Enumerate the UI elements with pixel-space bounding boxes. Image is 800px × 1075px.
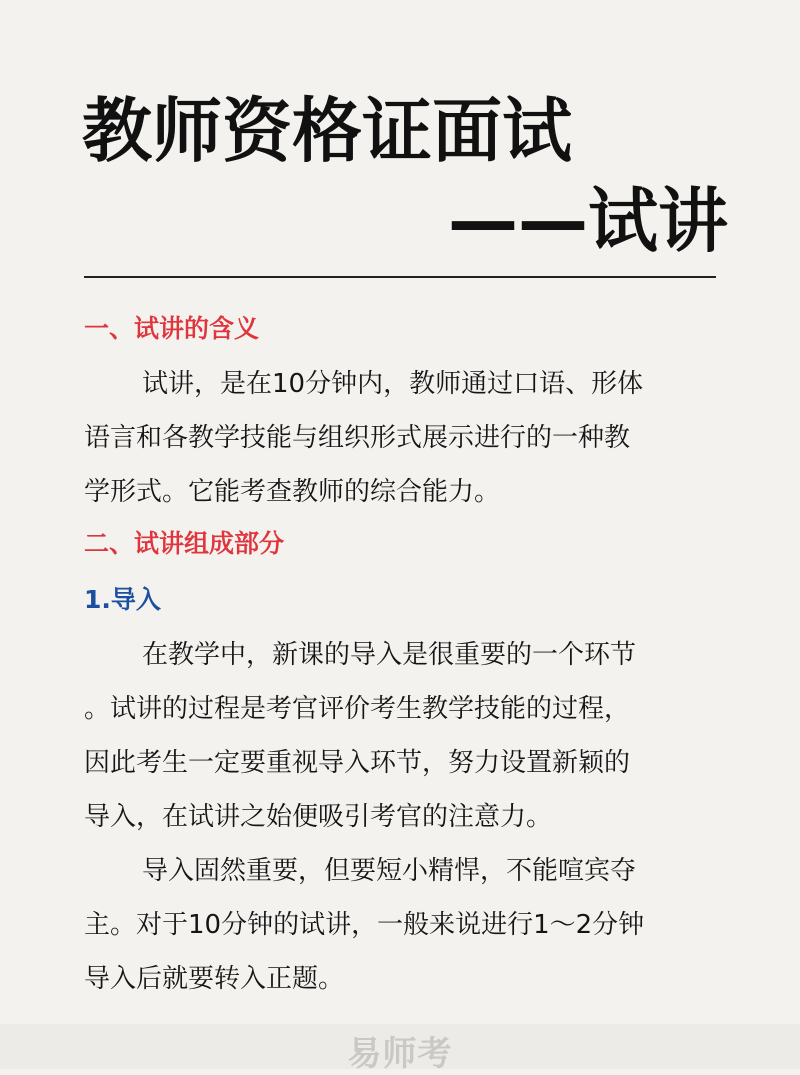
subsection-heading-intro: 1.导入 — [84, 585, 161, 614]
section1-paragraph — [84, 357, 724, 519]
paragraph-line: 导入后就要转入正题。 — [84, 964, 345, 994]
title-divider — [84, 276, 716, 278]
paragraph-line: 因此考生一定要重视导入环节，努力设置新颖的 — [84, 748, 631, 778]
intro-paragraph-2 — [84, 844, 724, 1006]
paragraph-line: 语言和各教学技能与组织形式展示进行的一种教 — [84, 423, 631, 453]
page-title: 教师资格证面试 — [82, 90, 572, 172]
section-heading-components: 二、试讲组成部分 — [84, 529, 285, 558]
paragraph-line: 试讲，是在10分钟内，教师通过口语、形体 — [142, 369, 644, 399]
page-subtitle: ——试讲 — [448, 180, 728, 262]
brand-watermark: 易师考 — [347, 1034, 453, 1074]
section-heading-meaning: 一、试讲的含义 — [84, 314, 260, 343]
paragraph-line: 导入固然重要，但要短小精悍，不能喧宾夺 — [142, 856, 637, 886]
paragraph-line: 主。对于10分钟的试讲，一般来说进行1～2分钟 — [84, 910, 645, 940]
paragraph-line: 导入，在试讲之始便吸引考官的注意力。 — [84, 802, 553, 832]
paragraph-line: 学形式。它能考查教师的综合能力。 — [84, 477, 501, 507]
paragraph-line: 。试讲的过程是考官评价考生教学技能的过程， — [84, 694, 631, 724]
paragraph-line: 在教学中，新课的导入是很重要的一个环节 — [142, 640, 637, 670]
intro-paragraph-1 — [84, 628, 724, 844]
